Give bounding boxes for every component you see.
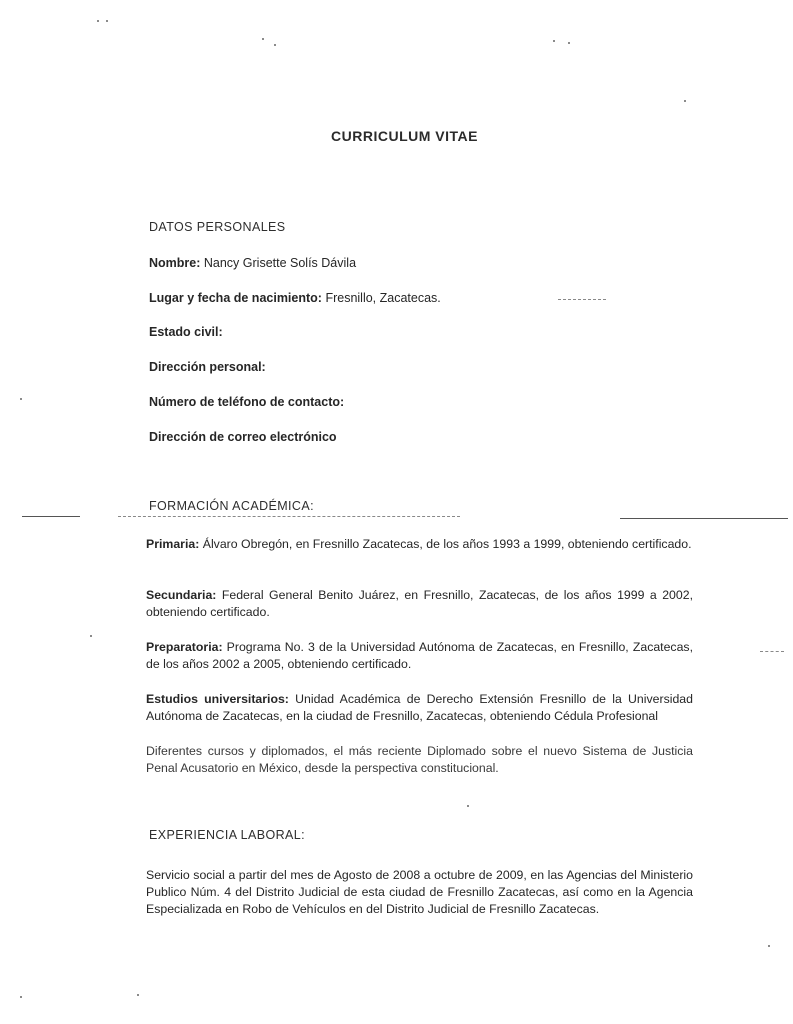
- scan-speck: [106, 20, 108, 22]
- scan-speck: [20, 398, 22, 400]
- education-text: Unidad Académica de Derecho Extensión Fresnillo de la Universidad Autónoma de Zacatecas, en la ciudad de Fresnillo, Zacatecas, obteniendo Cédula Profesional: [146, 692, 693, 723]
- education-universidad: [146, 691, 693, 725]
- education-label: Secundaria:: [146, 588, 217, 602]
- scan-line: [118, 516, 460, 517]
- field-label: Dirección personal:: [149, 360, 266, 374]
- field-phone: [149, 395, 344, 409]
- scan-speck: [768, 945, 770, 947]
- education-text: Federal General Benito Juárez, en Fresnillo, Zacatecas, de los años 1999 a 2002, obteniendo certificado.: [146, 588, 693, 619]
- education-label: Preparatoria:: [146, 640, 223, 654]
- scan-line: [620, 518, 788, 519]
- scan-line: [22, 516, 80, 517]
- section-heading-personal: DATOS PERSONALES: [149, 220, 286, 234]
- field-label: Estado civil:: [149, 325, 223, 339]
- education-label: Estudios universitarios:: [146, 692, 289, 706]
- scan-speck: [137, 994, 139, 996]
- field-birth: [149, 291, 441, 305]
- scan-line: [558, 299, 606, 300]
- education-primaria: [146, 536, 693, 553]
- field-value: Fresnillo, Zacatecas.: [321, 291, 441, 305]
- scan-speck: [568, 42, 570, 44]
- field-value: Nancy Grisette Solís Dávila: [200, 256, 357, 270]
- experience-text: Servicio social a partir del mes de Agosto de 2008 a octubre de 2009, en las Agencias del Ministerio Publico Núm. 4 del Distrito Judicial de esta ciudad de Fresnillo Zacatecas, así como en la Agencia Especializada en Robo de Vehículos en del Distrito Judicial de Fresnillo Zacatecas.: [146, 868, 693, 916]
- scan-speck: [262, 38, 264, 40]
- education-text: Álvaro Obregón, en Fresnillo Zacatecas, de los años 1993 a 1999, obteniendo certificado.: [199, 537, 692, 551]
- education-secundaria: [146, 587, 693, 621]
- field-label: Dirección de correo electrónico: [149, 430, 337, 444]
- section-heading-education: FORMACIÓN ACADÉMICA:: [149, 499, 314, 513]
- field-address: [149, 360, 266, 374]
- scan-line: [760, 651, 784, 652]
- section-heading-experience: EXPERIENCIA LABORAL:: [149, 828, 305, 842]
- field-label: Nombre:: [149, 256, 201, 270]
- field-name: [149, 256, 356, 270]
- education-label: Primaria:: [146, 537, 200, 551]
- scan-speck: [20, 996, 22, 998]
- field-label: Lugar y fecha de nacimiento:: [149, 291, 322, 305]
- scan-speck: [467, 805, 469, 807]
- scan-speck: [684, 100, 686, 102]
- field-civil-status: [149, 325, 223, 339]
- field-email: [149, 430, 337, 444]
- education-cursos: Diferentes cursos y diplomados, el más reciente Diplomado sobre el nuevo Sistema de Justicia Penal Acusatorio en México, desde la perspectiva constitucional.: [146, 744, 693, 775]
- scan-speck: [553, 40, 555, 42]
- education-preparatoria: [146, 639, 693, 673]
- education-text: Programa No. 3 de la Universidad Autónoma de Zacatecas, en Fresnillo, Zacatecas, de los años 2002 a 2005, obteniendo certificado.: [146, 640, 693, 671]
- scan-speck: [90, 635, 92, 637]
- scan-speck: [274, 44, 276, 46]
- field-label: Número de teléfono de contacto:: [149, 395, 345, 409]
- scan-speck: [97, 20, 99, 22]
- page-title: CURRICULUM VITAE: [331, 128, 478, 144]
